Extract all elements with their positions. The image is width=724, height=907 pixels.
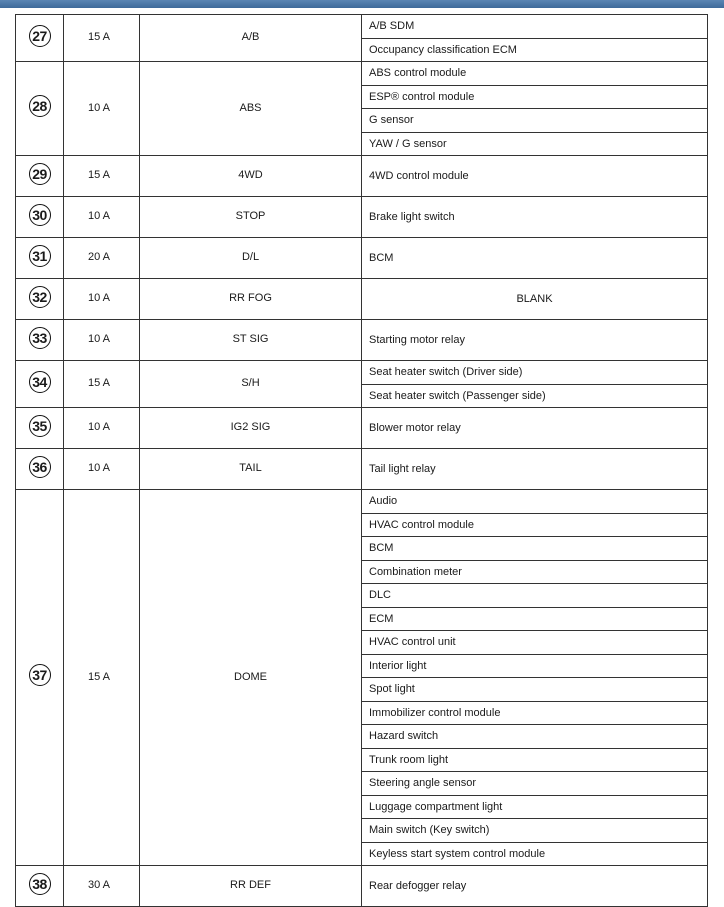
fuse-amperage: 10 A xyxy=(64,197,140,238)
fuse-number-circle: 30 xyxy=(29,204,51,226)
protected-circuit: Seat heater switch (Passenger side) xyxy=(362,384,708,408)
protected-circuit: Tail light relay xyxy=(362,449,708,490)
fuse-number-circle: 35 xyxy=(29,415,51,437)
fuse-name: IG2 SIG xyxy=(140,408,362,449)
fuse-name: RR FOG xyxy=(140,279,362,320)
fuse-amperage: 15 A xyxy=(64,156,140,197)
fuse-number-cell xyxy=(16,279,64,320)
protected-circuit: A/B SDM xyxy=(362,15,708,39)
fuse-name: ABS xyxy=(140,62,362,156)
protected-circuit: ECM xyxy=(362,607,708,631)
fuse-number-circle: 27 xyxy=(29,25,51,47)
fuse-name: DOME xyxy=(140,490,362,866)
protected-circuit: BCM xyxy=(362,238,708,279)
fuse-number-cell xyxy=(16,408,64,449)
fuse-number-cell xyxy=(16,449,64,490)
fuse-amperage: 15 A xyxy=(64,15,140,62)
protected-circuit: Main switch (Key switch) xyxy=(362,819,708,843)
protected-circuit: Trunk room light xyxy=(362,748,708,772)
protected-circuit: YAW / G sensor xyxy=(362,132,708,156)
fuse-number-cell xyxy=(16,361,64,408)
fuse-number-cell xyxy=(16,238,64,279)
protected-circuit: Luggage compartment light xyxy=(362,795,708,819)
protected-circuit: HVAC control unit xyxy=(362,631,708,655)
fuse-row xyxy=(16,62,708,86)
fuse-number-cell xyxy=(16,15,64,62)
fuse-row xyxy=(16,408,708,449)
fuse-number-circle: 38 xyxy=(29,873,51,895)
fuse-row xyxy=(16,279,708,320)
protected-circuit: BLANK xyxy=(362,279,708,320)
header-bar xyxy=(0,0,724,8)
fuse-amperage: 10 A xyxy=(64,449,140,490)
fuse-name: S/H xyxy=(140,361,362,408)
fuse-number-circle: 37 xyxy=(29,664,51,686)
fuse-number-circle: 36 xyxy=(29,456,51,478)
fuse-name: 4WD xyxy=(140,156,362,197)
protected-circuit: Seat heater switch (Driver side) xyxy=(362,361,708,385)
fuse-amperage: 15 A xyxy=(64,361,140,408)
fuse-row xyxy=(16,361,708,385)
fuse-amperage: 10 A xyxy=(64,408,140,449)
fuse-name: STOP xyxy=(140,197,362,238)
fuse-row xyxy=(16,15,708,39)
protected-circuit: ABS control module xyxy=(362,62,708,86)
fuse-row xyxy=(16,156,708,197)
fuse-row xyxy=(16,449,708,490)
protected-circuit: Brake light switch xyxy=(362,197,708,238)
protected-circuit: HVAC control module xyxy=(362,513,708,537)
protected-circuit: Spot light xyxy=(362,678,708,702)
fuse-row xyxy=(16,320,708,361)
fuse-amperage: 10 A xyxy=(64,320,140,361)
protected-circuit: Rear defogger relay xyxy=(362,866,708,907)
protected-circuit: Starting motor relay xyxy=(362,320,708,361)
fuse-row xyxy=(16,238,708,279)
fuse-name: D/L xyxy=(140,238,362,279)
fuse-number-circle: 33 xyxy=(29,327,51,349)
protected-circuit: ESP® control module xyxy=(362,85,708,109)
fuse-name: A/B xyxy=(140,15,362,62)
protected-circuit: Audio xyxy=(362,490,708,514)
protected-circuit: Blower motor relay xyxy=(362,408,708,449)
protected-circuit: 4WD control module xyxy=(362,156,708,197)
fuse-table-body xyxy=(16,15,708,907)
fuse-number-circle: 31 xyxy=(29,245,51,267)
protected-circuit: G sensor xyxy=(362,109,708,133)
protected-circuit: Hazard switch xyxy=(362,725,708,749)
protected-circuit: Steering angle sensor xyxy=(362,772,708,796)
fuse-number-circle: 32 xyxy=(29,286,51,308)
fuse-number-cell xyxy=(16,866,64,907)
fuse-number-circle: 34 xyxy=(29,371,51,393)
protected-circuit: Occupancy classification ECM xyxy=(362,38,708,62)
fuse-number-circle: 28 xyxy=(29,95,51,117)
fuse-number-circle: 29 xyxy=(29,163,51,185)
fuse-number-cell xyxy=(16,320,64,361)
fuse-number-cell xyxy=(16,62,64,156)
protected-circuit: Keyless start system control module xyxy=(362,842,708,866)
fuse-amperage: 30 A xyxy=(64,866,140,907)
fuse-row xyxy=(16,197,708,238)
fuse-table xyxy=(15,14,708,907)
fuse-row xyxy=(16,490,708,514)
fuse-number-cell xyxy=(16,197,64,238)
protected-circuit: Combination meter xyxy=(362,560,708,584)
fuse-amperage: 10 A xyxy=(64,62,140,156)
fuse-row xyxy=(16,866,708,907)
protected-circuit: BCM xyxy=(362,537,708,561)
protected-circuit: Immobilizer control module xyxy=(362,701,708,725)
fuse-amperage: 15 A xyxy=(64,490,140,866)
protected-circuit: DLC xyxy=(362,584,708,608)
fuse-number-cell xyxy=(16,490,64,866)
fuse-amperage: 20 A xyxy=(64,238,140,279)
fuse-name: ST SIG xyxy=(140,320,362,361)
protected-circuit: Interior light xyxy=(362,654,708,678)
fuse-name: TAIL xyxy=(140,449,362,490)
fuse-amperage: 10 A xyxy=(64,279,140,320)
fuse-number-cell xyxy=(16,156,64,197)
fuse-name: RR DEF xyxy=(140,866,362,907)
